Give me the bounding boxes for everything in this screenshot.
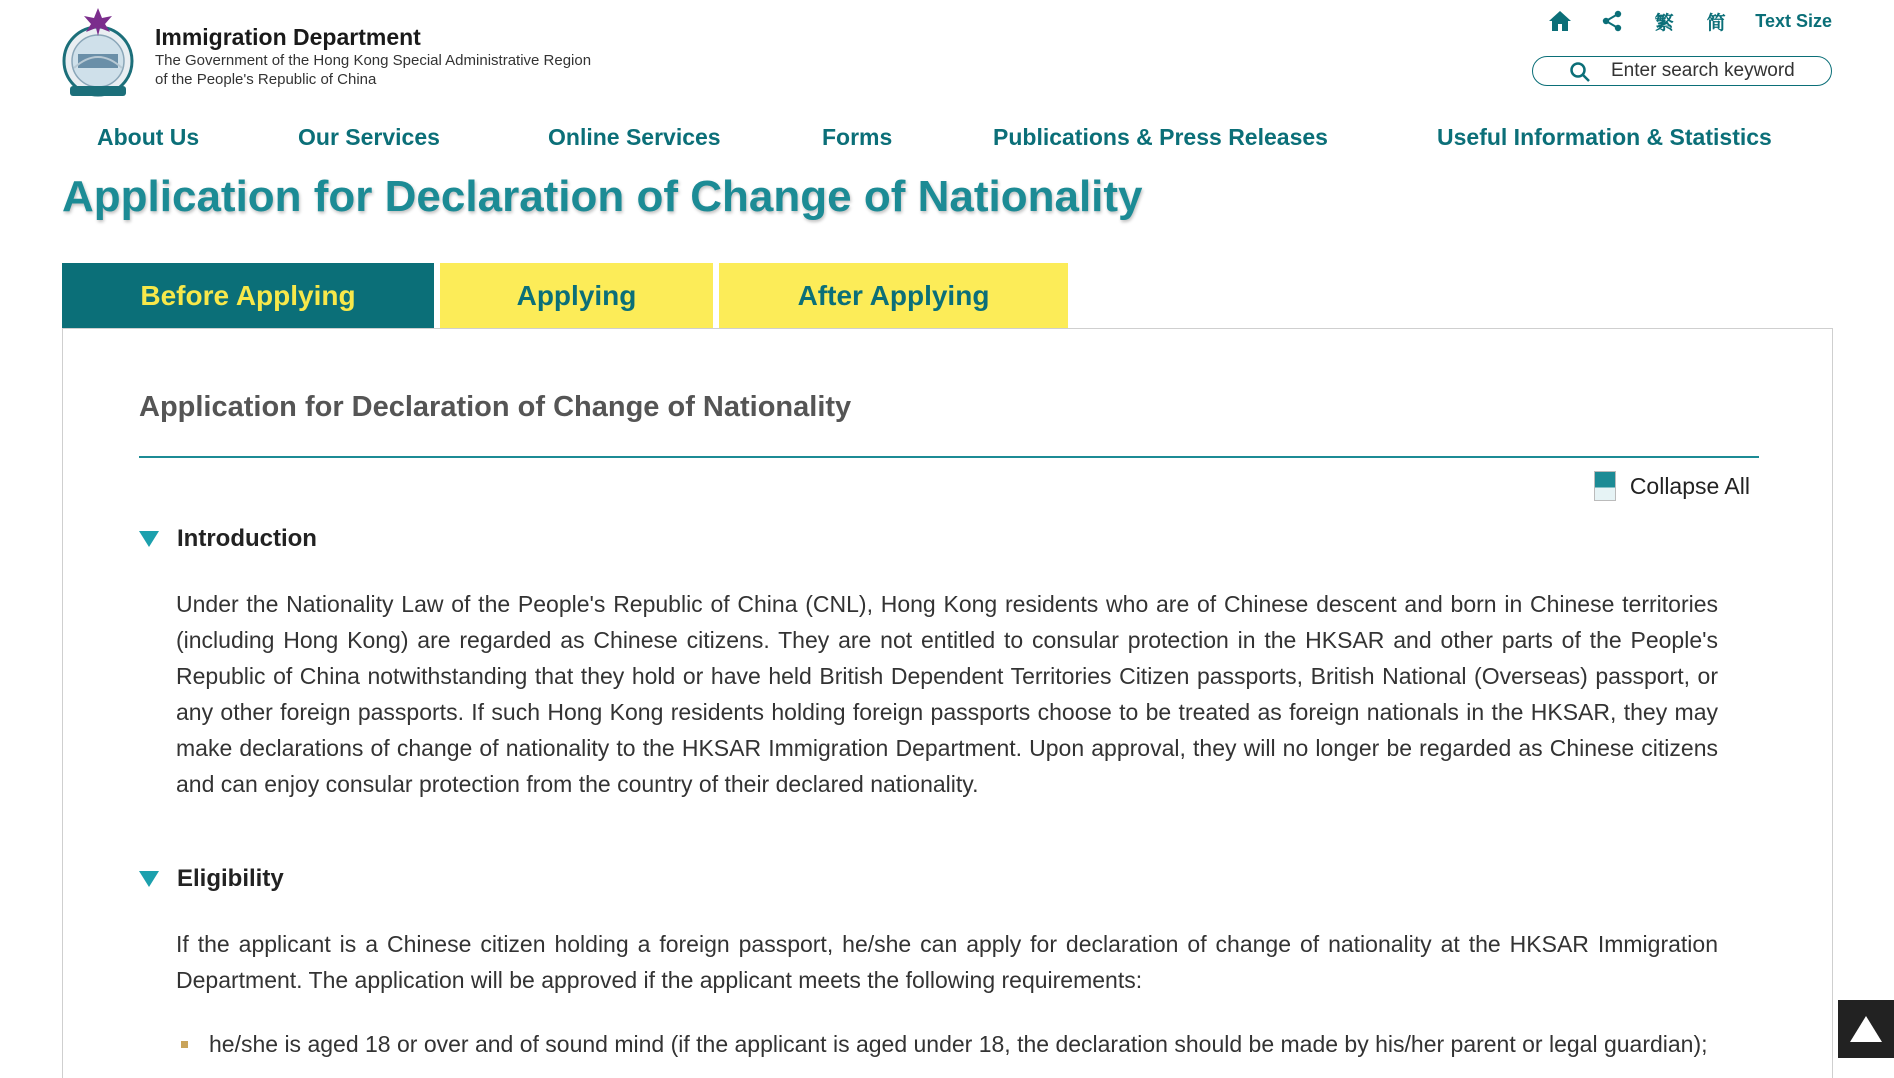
eligibility-requirement: he/she is aged 18 or over and of sound mind (if the applicant is aged under 18, the declaration should be made by his/her parent or legal guardian);: [209, 1031, 1708, 1057]
search-input[interactable]: [1611, 60, 1811, 82]
tab-before-applying[interactable]: Before Applying: [62, 263, 434, 329]
panel-title: Application for Declaration of Change of Nationality: [139, 391, 852, 423]
arrow-up-icon: [1850, 1016, 1882, 1042]
simplified-chinese-link[interactable]: 简: [1706, 12, 1726, 34]
eligibility-text: If the applicant is a Chinese citizen holding a foreign passport, he/she can apply for declaration of change of nationality at the HKSAR Immigration Department. The application will be approved if the applicant meets the following requirements:: [176, 931, 1718, 993]
collapse-all-label: Collapse All: [1629, 472, 1750, 499]
home-icon[interactable]: [1547, 8, 1573, 34]
introduction-text: Under the Nationality Law of the People's Republic of China (CNL), Hong Kong residents who are of Chinese descent and born in Chinese territories (including Hong Kong) are regarded as Chinese citizens. They are not entitled to consular protection in the HKSAR and other parts of the People's Republic of China notwithstanding that they hold or have held British Dependent Territories Citizen passports, British National (Overseas) passport, or any other foreign passports. If such Hong Kong residents holding foreign passports choose to be treated as foreign nationals in the HKSAR, they may make declarations of change of nationality to the HKSAR Immigration Department. Upon approval, they will no longer be regarded as Chinese citizens and can enjoy consular protection from the country of their declared nationality.: [176, 591, 1718, 797]
government-line-1: The Government of the Hong Kong Special Administrative Region: [155, 52, 592, 69]
nav-publications-press-releases[interactable]: Publications & Press Releases: [993, 124, 1328, 150]
nav-online-services[interactable]: Online Services: [548, 124, 721, 150]
back-to-top-button[interactable]: [1838, 1000, 1894, 1058]
expanded-triangle-icon: [139, 871, 159, 887]
tab-after-applying[interactable]: After Applying: [719, 263, 1068, 329]
tab-applying[interactable]: Applying: [440, 263, 713, 329]
department-logo[interactable]: [60, 6, 136, 102]
collapse-all-icon: [1594, 471, 1616, 501]
utility-bar: [1547, 6, 1832, 36]
panel-divider: [139, 456, 1759, 458]
traditional-chinese-link[interactable]: 繁: [1654, 12, 1674, 34]
search-icon[interactable]: [1569, 61, 1591, 83]
section-eligibility-toggle[interactable]: [139, 865, 284, 893]
government-line-2: of the People's Republic of China: [155, 71, 377, 88]
section-introduction-toggle[interactable]: [139, 525, 317, 553]
expanded-triangle-icon: [139, 531, 159, 547]
content-panel: [62, 328, 1833, 1078]
page-title: Application for Declaration of Change of Nationality: [62, 172, 1143, 221]
list-item: [181, 1026, 1718, 1062]
nav-forms[interactable]: Forms: [822, 124, 893, 150]
text-size-button[interactable]: Text Size: [1755, 10, 1832, 31]
nav-useful-information-statistics[interactable]: Useful Information & Statistics: [1437, 124, 1772, 150]
search-box: [1532, 56, 1832, 86]
bullet-icon: [181, 1041, 188, 1048]
section-title: Introduction: [177, 525, 317, 552]
share-icon[interactable]: [1599, 8, 1625, 34]
section-title: Eligibility: [177, 865, 284, 892]
main-navigation: [0, 124, 1894, 160]
nav-our-services[interactable]: Our Services: [298, 124, 440, 150]
nav-about-us[interactable]: About Us: [97, 124, 200, 150]
department-name: Immigration Department: [155, 24, 421, 50]
collapse-all-button[interactable]: [1594, 471, 1750, 501]
